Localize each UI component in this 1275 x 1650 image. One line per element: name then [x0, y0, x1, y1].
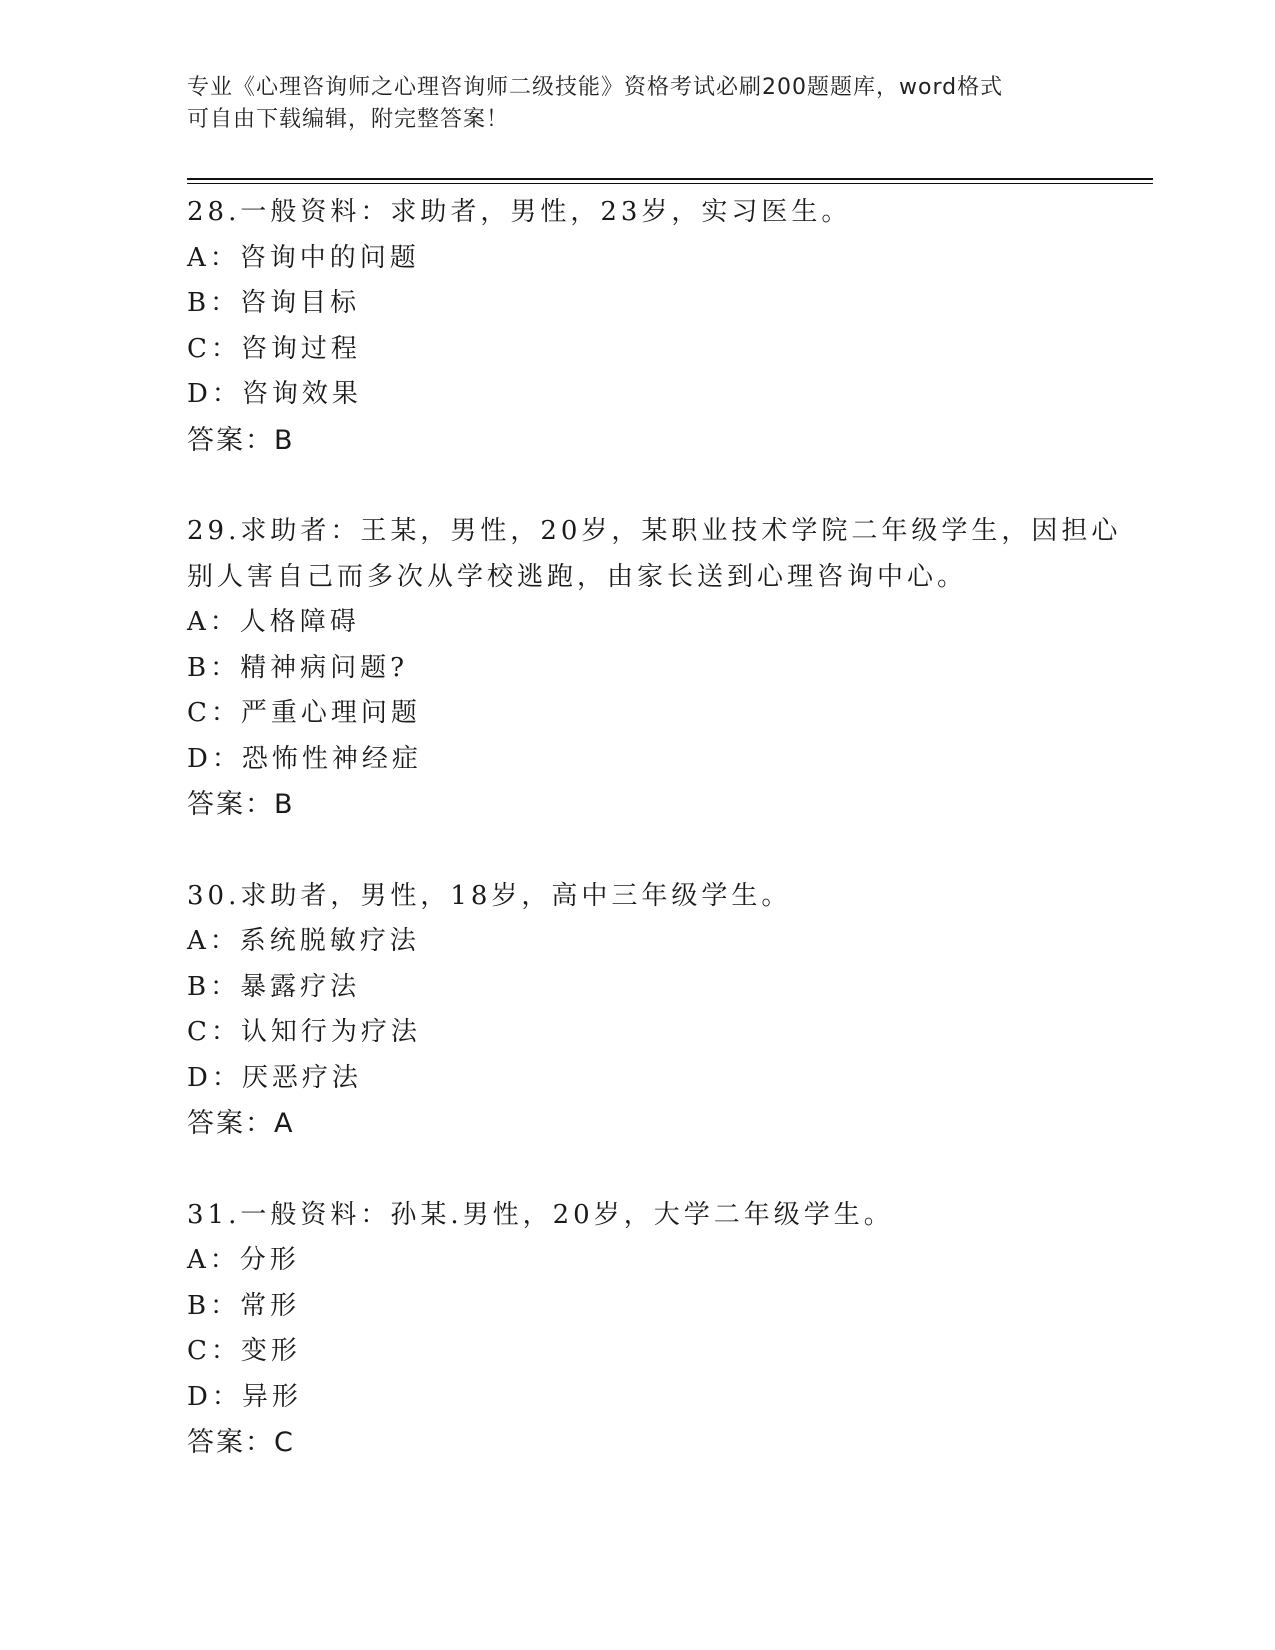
- document-header: [187, 72, 1087, 136]
- option-d: D：恐怖性神经症: [187, 743, 422, 774]
- option-c: C：严重心理问题: [187, 698, 421, 728]
- question-28: [187, 190, 1147, 463]
- option-c: C：变形: [187, 1336, 301, 1366]
- header-line-2: 可自由下载编辑，附完整答案！: [187, 107, 510, 132]
- header-line-1: 专业《心理咨询师之心理咨询师二级技能》资格考试必刷200题题库，word格式: [187, 75, 1004, 100]
- header-divider-thin: [187, 183, 1153, 184]
- question-stem: 30.求助者，男性，18岁，高中三年级学生。: [187, 880, 792, 911]
- option-b: B：精神病问题?: [187, 652, 409, 683]
- option-a: A：咨询中的问题: [187, 242, 420, 273]
- header-divider-thick: [187, 178, 1153, 180]
- answer-line: 答案：C: [187, 1427, 295, 1458]
- option-b: B：暴露疗法: [187, 971, 361, 1002]
- question-stem: 28.一般资料：求助者，男性，23岁，实习医生。: [187, 197, 852, 227]
- question-30: [187, 874, 1147, 1147]
- option-a: A：系统脱敏疗法: [187, 926, 420, 956]
- question-31: [187, 1193, 1147, 1466]
- option-b: B：咨询目标: [187, 288, 361, 318]
- question-stem-line-2: 别人害自己而多次从学校逃跑，由家长送到心理咨询中心。: [187, 561, 968, 592]
- option-a: A：人格障碍: [187, 607, 360, 637]
- answer-line: 答案：B: [187, 424, 295, 456]
- option-d: D：厌恶疗法: [187, 1062, 362, 1093]
- question-list: [187, 190, 1147, 1512]
- option-c: C：咨询过程: [187, 333, 361, 364]
- option-d: D：咨询效果: [187, 379, 362, 409]
- option-a: A：分形: [187, 1245, 300, 1275]
- answer-line: 答案：B: [187, 789, 295, 820]
- option-c: C：认知行为疗法: [187, 1017, 421, 1047]
- question-stem: 31.一般资料：孙某.男性，20岁，大学二年级学生。: [187, 1199, 894, 1230]
- question-stem-line-1: 29.求助者：王某，男性，20岁，某职业技术学院二年级学生，因担心: [187, 516, 1122, 546]
- option-b: B：常形: [187, 1290, 301, 1321]
- answer-line: 答案：A: [187, 1108, 295, 1139]
- question-29: [187, 509, 1147, 828]
- option-d: D：异形: [187, 1381, 302, 1412]
